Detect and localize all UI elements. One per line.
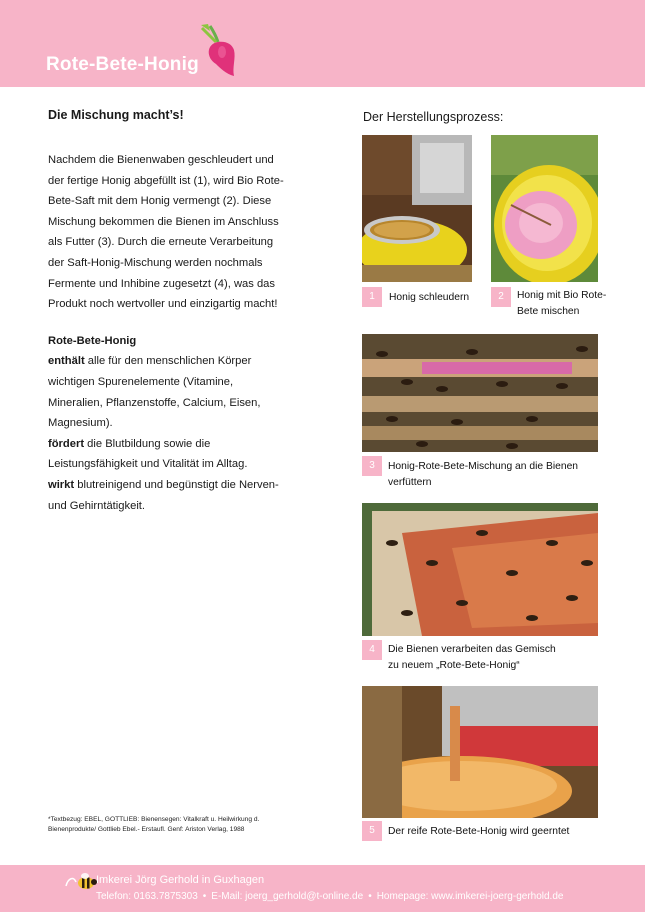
footnote-line: *Textbezug: EBEL, GOTTLIEB: Bienensegen: Vitalkraft u. Heilwirkung d.	[48, 816, 260, 823]
step-number-badge: 4	[362, 640, 382, 660]
photo-honey-extractor	[362, 135, 472, 282]
benefits-block	[48, 331, 308, 516]
step-number-badge: 3	[362, 456, 382, 476]
paragraph-line: Nachdem die Bienenwaben geschleudert und	[48, 154, 274, 166]
email-link[interactable]: E-Mail: joerg_gerhold@t-online.de	[211, 891, 364, 902]
paragraph-line: als Futter (3). Durch die erneute Verarbeitung	[48, 236, 274, 249]
benefit-text: Leistungsfähigkeit und Vitalität im Alltag.	[48, 458, 248, 471]
caption-line: Die Bienen verarbeiten das Gemisch	[388, 644, 556, 655]
section-heading: Die Mischung macht’s!	[48, 108, 184, 122]
benefit-text: alle für den menschlichen Körper	[84, 355, 252, 368]
step-caption	[517, 288, 606, 319]
benefit-text: und Gehirntätigkeit.	[48, 499, 146, 512]
process-heading: Der Herstellungsprozess:	[363, 110, 504, 124]
benefit-keyword: fördert	[48, 437, 85, 450]
step-number-badge: 2	[491, 287, 511, 307]
benefits-title: Rote-Bete-Honig	[48, 334, 137, 347]
caption-line: zu neuem „Rote-Bete-Honig“	[388, 659, 520, 671]
benefit-keyword: enthält	[48, 355, 85, 368]
bee-icon	[64, 870, 98, 892]
photo-mixing-bowl	[491, 135, 598, 282]
caption-line: Der reife Rote-Bete-Honig wird geerntet	[388, 826, 570, 837]
step-caption	[388, 642, 556, 673]
paragraph-line: Fermente und Inhibine zugesetzt (4), was das	[48, 277, 275, 290]
benefit-text: die Blutbildung sowie die	[84, 437, 211, 450]
phone: Telefon: 0163.7875303	[96, 891, 198, 902]
paragraph-line: Bete-Saft mit dem Honig vermengt (2). Diese	[48, 195, 272, 208]
left-column	[48, 108, 308, 516]
paragraph-line: der fertige Honig abgefüllt ist (1), wird Bio Rote-	[48, 174, 284, 187]
caption-line: Honig mit Bio Rote-	[517, 290, 607, 301]
company-name: Imkerei Jörg Gerhold in Guxhagen	[96, 874, 265, 886]
paragraph-line: der Saft-Honig-Mischung werden nochmals	[48, 256, 263, 269]
beetroot-icon	[196, 22, 242, 78]
process-paragraph	[48, 150, 308, 315]
homepage-link[interactable]: Homepage: www.imkerei-joerg-gerhold.de	[376, 891, 564, 902]
step-caption	[388, 824, 569, 840]
step-number-badge: 1	[362, 287, 382, 307]
paragraph-line: Produkt noch wertvoller und einzigartig macht!	[48, 298, 278, 311]
page-header	[0, 0, 645, 87]
separator: •	[368, 891, 372, 902]
photo-bees-feeding	[362, 334, 598, 452]
benefit-keyword: wirkt	[48, 478, 75, 491]
benefit-text: Magnesium).	[48, 417, 113, 430]
footnote-line: Bienenprodukte/ Gottlieb Ebel.- Erstaufl. Genf: Ariston Verlag, 1988	[48, 826, 245, 833]
photo-honeycomb	[362, 503, 598, 636]
separator: •	[202, 891, 207, 902]
caption-line: Bete mischen	[517, 305, 580, 317]
caption-line: Honig schleudern	[389, 292, 470, 303]
photo-honey-harvest	[362, 686, 598, 818]
benefit-text: blutreinigend und begünstigt die Nerven-	[74, 478, 279, 491]
paragraph-line: Mischung bekommen die Bienen im Anschluss	[48, 215, 279, 228]
page-footer	[0, 865, 645, 912]
step-number-badge: 5	[362, 821, 382, 841]
benefit-text: wichtigen Spurenelemente (Vitamine,	[48, 375, 234, 388]
benefit-text: Mineralien, Pflanzenstoffe, Calcium, Eisen,	[48, 396, 261, 409]
page-title: Rote-Bete-Honig	[46, 54, 199, 75]
step-caption	[388, 459, 578, 490]
caption-line: Honig-Rote-Bete-Mischung an die Bienen	[388, 461, 579, 472]
step-caption	[389, 290, 469, 306]
footnote	[48, 815, 318, 835]
caption-line: verfüttern	[388, 476, 432, 488]
contact-line	[96, 891, 563, 902]
